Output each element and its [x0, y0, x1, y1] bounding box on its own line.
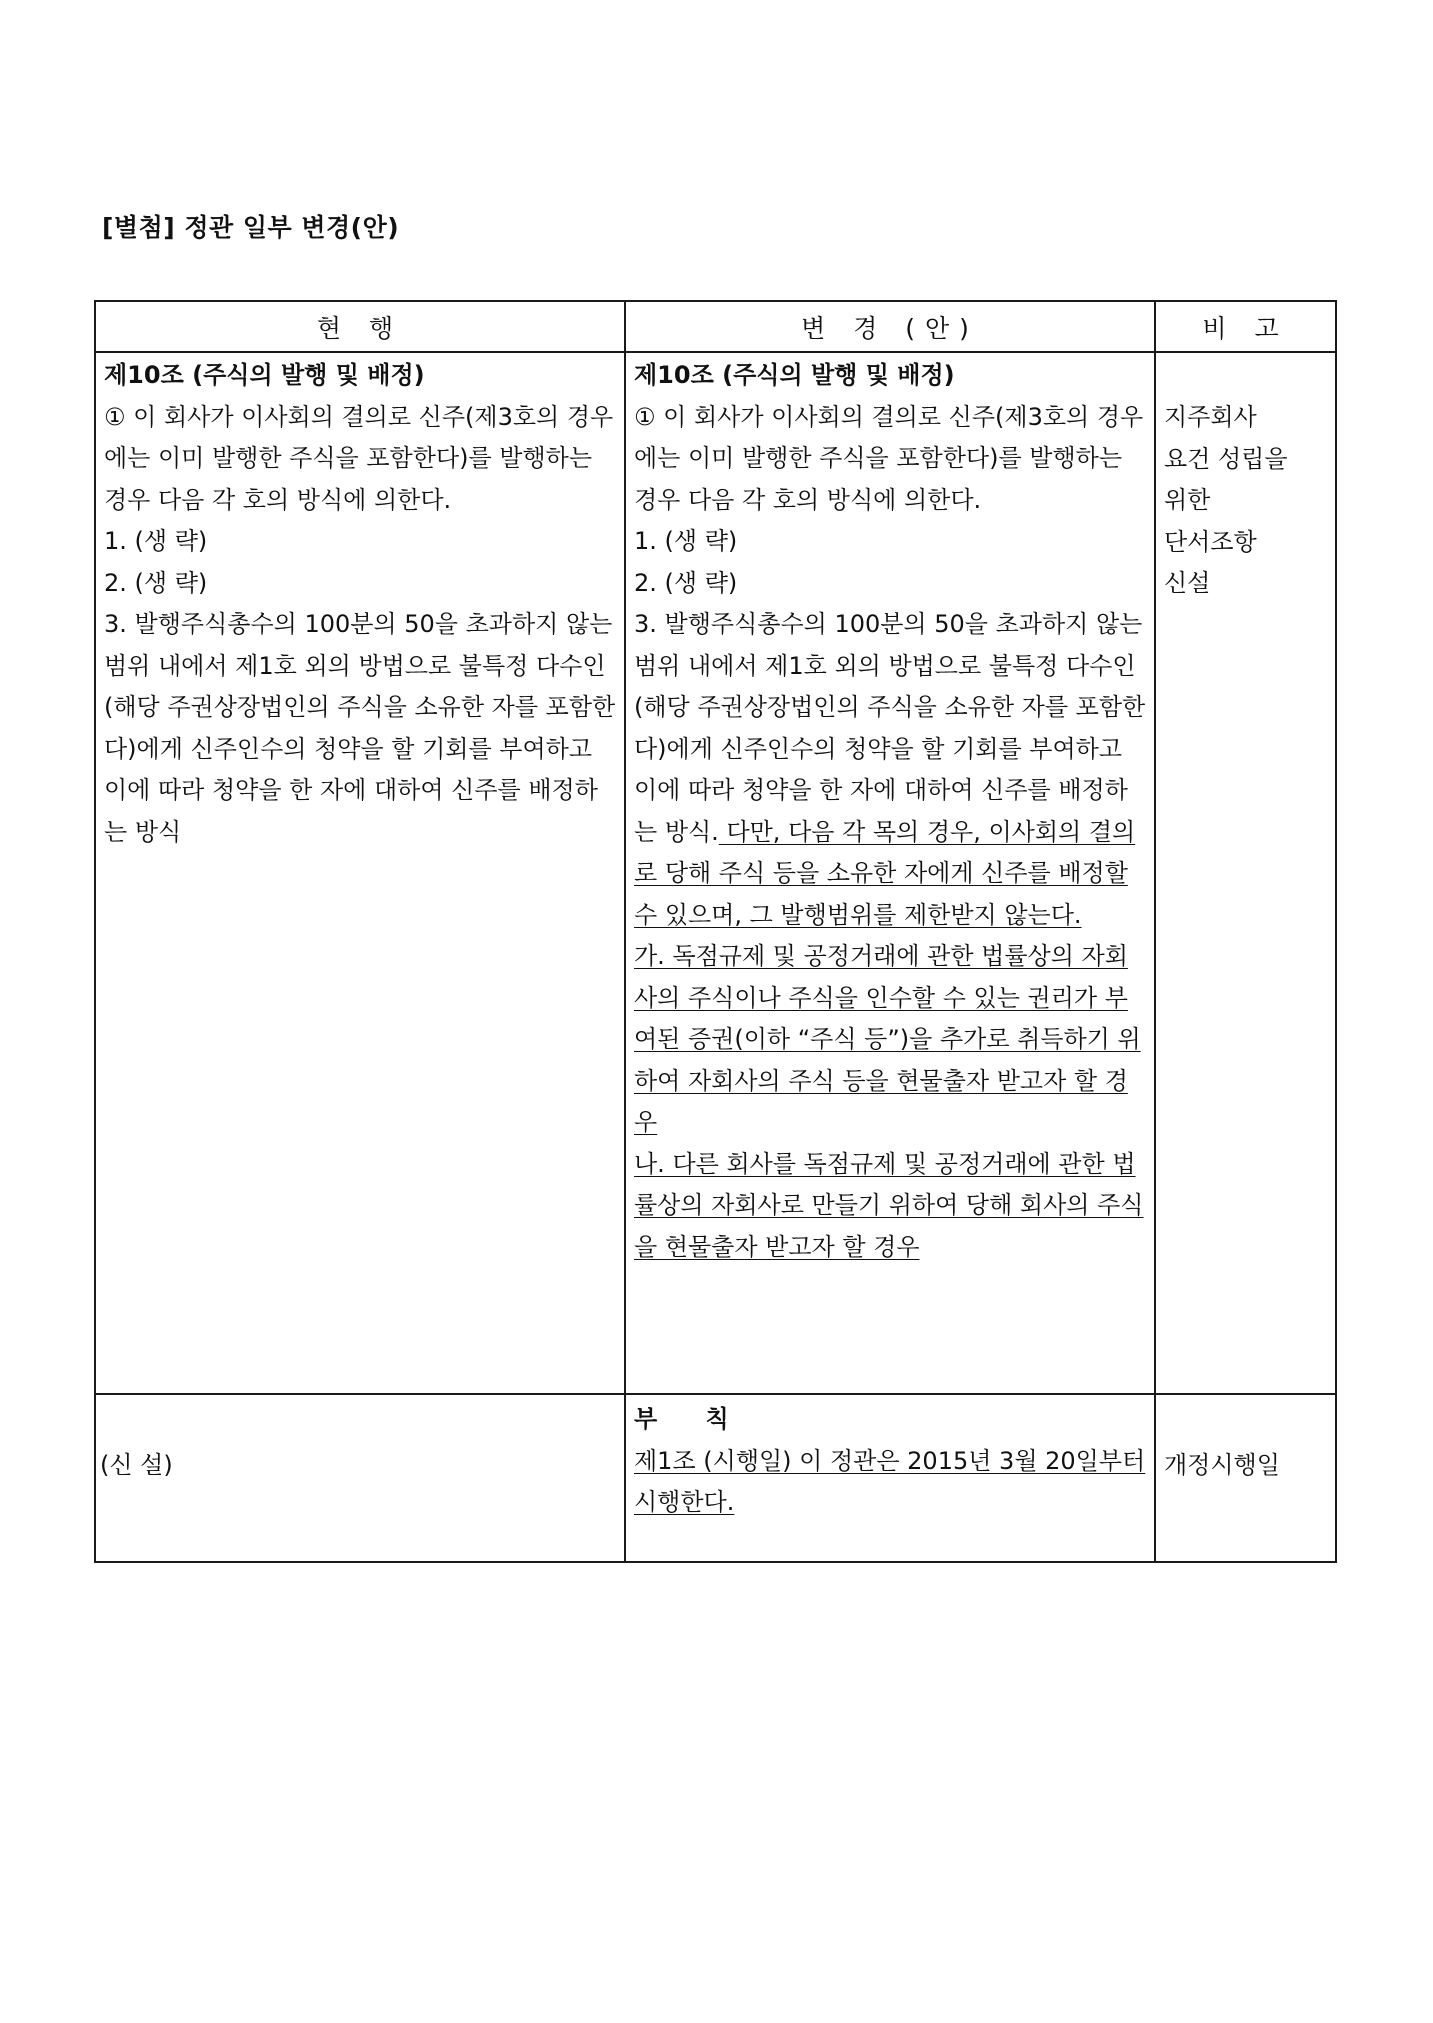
current-article-head: 제10조 (주식의 발행 및 배정): [104, 361, 425, 389]
supp-head: 부 칙: [634, 1405, 749, 1433]
proposed-item3-plain: 3. 발행주식총수의 100분의 50을 초과하지 않는 범위 내에서 제1호 외의 방법으로 불특정 다수인(해당 주권상장법인의 주식을 소유한 자를 포함한다)에게 신주인수의 청약을 할 기회를 부여하고 이에 따라 청약을 한 자에 대하여 신주를 배정하는 방식.: [634, 610, 1146, 846]
proposed-item3-added: 다만, 다음 각 목의 경우, 이사회의 결의로 당해 주식 등을 소유한 자에게 신주를 배정할 수 있으며, 그 발행범위를 제한받지 않는다.: [634, 817, 1136, 929]
current-item3: 3. 발행주식총수의 100분의 50을 초과하지 않는 범위 내에서 제1호 외의 방법으로 불특정 다수인(해당 주권상장법인의 주식을 소유한 자를 포함한다)에게 신주인수의 청약을 할 기회를 부여하고 이에 따라 청약을 한 자에 대하여 신주를 배정하는 방식: [104, 610, 616, 846]
header-proposed: 변 경 (안): [625, 301, 1155, 352]
supp-current-text: (신 설): [100, 1451, 173, 1479]
proposed-item3: [634, 604, 1146, 936]
amendment-table: [94, 300, 1337, 1563]
note-line: 신설: [1164, 569, 1211, 597]
header-note: 비 고: [1155, 301, 1336, 352]
proposed-sub-ga: 가. 독점규제 및 공정거래에 관한 법률상의 자회사의 주식이나 주식을 인수할 수 있는 권리가 부여된 증권(이하 “주식 등”)을 추가로 취득하기 위하여 자회사의 주식 등을 현물출자 받고자 할 경우: [634, 942, 1141, 1136]
current-item2: 2. (생 략): [104, 568, 208, 597]
note-line: 지주회사: [1164, 403, 1257, 431]
table-row: [95, 1394, 1336, 1562]
page-title: [별첨] 정관 일부 변경(안): [102, 213, 400, 242]
note-line: 요건 성립을: [1164, 444, 1288, 473]
supp-note-text: 개정시행일: [1164, 1451, 1280, 1479]
note-cell: [1155, 352, 1336, 1394]
current-para1: ① 이 회사가 이사회의 결의로 신주(제3호의 경우에는 이미 발행한 주식을 포함한다)를 발행하는 경우 다음 각 호의 방식에 의한다.: [104, 402, 614, 514]
proposed-cell: [625, 352, 1155, 1394]
table-header-row: [95, 301, 1336, 352]
proposed-para1: ① 이 회사가 이사회의 결의로 신주(제3호의 경우에는 이미 발행한 주식을 포함한다)를 발행하는 경우 다음 각 호의 방식에 의한다.: [634, 402, 1144, 514]
proposed-sub-na: 나. 다른 회사를 독점규제 및 공정거래에 관한 법률상의 자회사로 만들기 위하여 당해 회사의 주식을 현물출자 받고자 할 경우: [634, 1149, 1144, 1261]
note-line: 단서조항: [1164, 527, 1257, 556]
supp-article: 제1조 (시행일) 이 정관은 2015년 3월 20일부터 시행한다.: [634, 1446, 1146, 1516]
supp-current-cell: [95, 1394, 625, 1562]
supp-note-cell: [1155, 1394, 1336, 1562]
proposed-article-head: 제10조 (주식의 발행 및 배정): [634, 361, 955, 389]
proposed-item1: 1. (생 략): [634, 527, 738, 555]
supp-proposed-cell: [625, 1394, 1155, 1562]
current-cell: [95, 352, 625, 1394]
proposed-item2: 2. (생 략): [634, 568, 738, 597]
table-row: [95, 352, 1336, 1394]
note-line: 위한: [1164, 486, 1211, 514]
header-current: 현 행: [95, 301, 625, 352]
current-item1: 1. (생 략): [104, 527, 208, 555]
